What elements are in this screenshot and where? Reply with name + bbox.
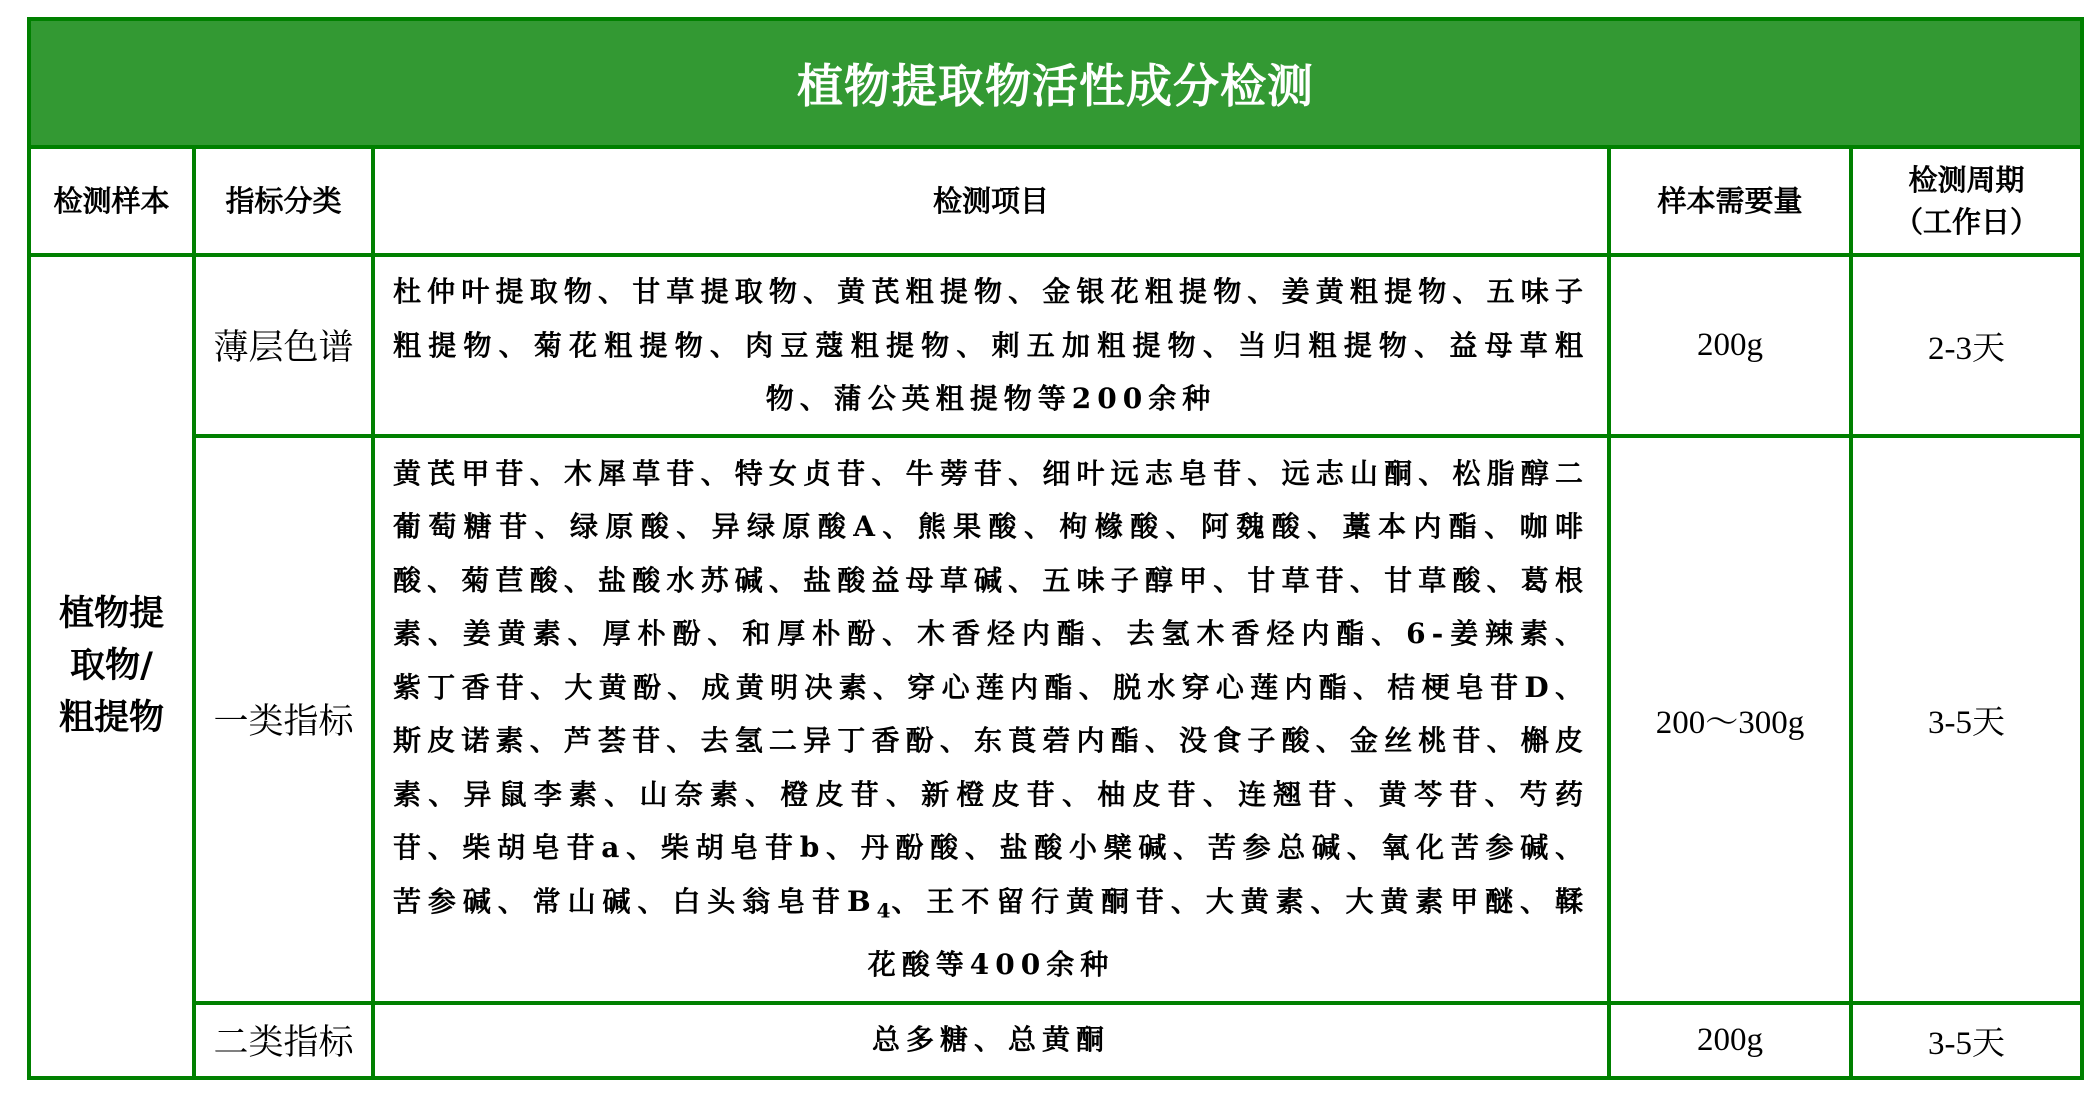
sample-line: 粗提物: [58, 698, 164, 739]
items-cell: [373, 436, 1609, 1003]
col-quantity: 样本需要量: [1609, 147, 1851, 255]
test-table: [27, 17, 2084, 1080]
subscript: 4: [876, 898, 891, 923]
col-items: 检测项目: [373, 147, 1609, 255]
period-cell: 3-5天: [1851, 436, 2082, 1003]
sample-cell: [29, 255, 194, 1078]
items-cell: 杜仲叶提取物、甘草提取物、黄芪粗提物、金银花粗提物、姜黄粗提物、五味子粗提物、菊花粗提物、肉豆蔻粗提物、刺五加粗提物、当归粗提物、益母草粗物、蒲公英粗提物等200余种: [373, 255, 1609, 436]
quantity-cell: 200～300g: [1609, 436, 1851, 1003]
category-cell: 二类指标: [194, 1003, 373, 1078]
table-row: [29, 436, 2082, 1003]
col-period: [1851, 147, 2082, 255]
header-row: [29, 147, 2082, 255]
category-cell: 薄层色谱: [194, 255, 373, 436]
category-cell: 一类指标: [194, 436, 373, 1003]
quantity-cell: 200g: [1609, 1003, 1851, 1078]
items-text: B: [846, 884, 877, 918]
items-text: 、王不留行黄酮苷、大黄素、大黄素甲醚、鞣花酸等400余种: [867, 884, 1589, 981]
period-cell: 3-5天: [1851, 1003, 2082, 1078]
table-title: 植物提取物活性成分检测: [29, 19, 2082, 147]
sample-line: 植物提: [58, 594, 164, 635]
sample-line: 取物/: [70, 646, 153, 687]
items-text: 黄芪甲苷、木犀草苷、特女贞苷、牛蒡苷、细叶远志皂苷、远志山酮、松脂醇二葡萄糖苷、绿原酸、异绿原酸A、熊果酸、枸橼酸、阿魏酸、藁本内酯、咖啡酸、菊苣酸、盐酸水苏碱、盐酸益母草碱、五味子醇甲、甘草苷、甘草酸、葛根素、姜黄素、厚朴酚、和厚朴酚、木香烃内酯、去氢木香烃内酯、6-姜辣素、紫丁香苷、大黄酚、成黄明决素、穿心莲内酯、脱水穿心莲内酯、桔梗皂苷D、斯皮诺素、芦荟苷、去氢二异丁香酚、东莨菪内酯、没食子酸、金丝桃苷、槲皮素、异鼠李素、山奈素、橙皮苷、新橙皮苷、柚皮苷、连翘苷、黄芩苷、芍药苷、柴胡皂苷a、柴胡皂苷b、丹酚酸、盐酸小檗碱、苦参总碱、氧化苦参碱、苦参碱、常山碱、白头翁皂苷: [393, 456, 1589, 918]
col-period-unit: （工作日）: [1894, 205, 2040, 239]
col-period-label: 检测周期: [1908, 163, 2025, 197]
items-cell: 总多糖、总黄酮: [373, 1003, 1609, 1078]
table-row: [29, 1003, 2082, 1078]
table-row: [29, 255, 2082, 436]
quantity-cell: 200g: [1609, 255, 1851, 436]
col-category: 指标分类: [194, 147, 373, 255]
period-cell: 2-3天: [1851, 255, 2082, 436]
col-sample: 检测样本: [29, 147, 194, 255]
